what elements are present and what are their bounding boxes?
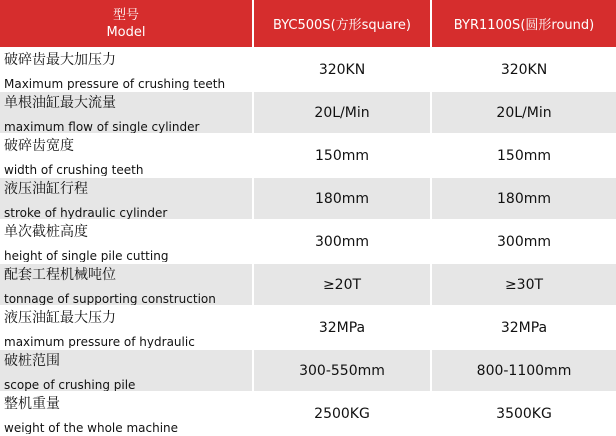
row-label-zh: 液压油缸行程 (4, 181, 88, 197)
table-row (0, 135, 616, 178)
row-label (0, 264, 254, 307)
row-value-byr1100s: 20L/Min (432, 92, 616, 135)
table-row (0, 307, 616, 350)
table-row (0, 264, 616, 307)
table-row (0, 350, 616, 393)
row-value-byr1100s: 180mm (432, 178, 616, 221)
table-row (0, 49, 616, 92)
row-label-zh: 破桩范围 (4, 353, 60, 369)
header-model-en: Model (106, 24, 146, 40)
row-label (0, 135, 254, 178)
row-value-byr1100s: 800-1100mm (432, 350, 616, 393)
row-label-en: maximum pressure of hydraulic (4, 335, 195, 349)
row-value-byr1100s: 300mm (432, 221, 616, 264)
row-label-en: width of crushing teeth (4, 163, 144, 177)
row-label-en: weight of the whole machine (4, 421, 179, 435)
row-label (0, 92, 254, 135)
row-value-byr1100s: 320KN (432, 49, 616, 92)
row-label (0, 221, 254, 264)
row-label (0, 49, 254, 92)
row-label (0, 178, 254, 221)
row-value-byr1100s: 150mm (432, 135, 616, 178)
row-label (0, 307, 254, 350)
row-label-en: tonnage of supporting construction (4, 292, 216, 306)
table-row (0, 393, 616, 436)
header-model-zh: 型号 (112, 7, 139, 23)
row-label (0, 393, 254, 436)
row-label-zh: 破碎齿最大加压力 (4, 52, 116, 68)
row-value-byc500s: 150mm (254, 135, 432, 178)
row-value-byc500s: 300-550mm (254, 350, 432, 393)
header-col-byr1100s: BYR1100S(圆形round) (432, 0, 616, 49)
row-value-byr1100s: 32MPa (432, 307, 616, 350)
row-label-zh: 整机重量 (4, 396, 60, 412)
row-value-byc500s: 20L/Min (254, 92, 432, 135)
row-value-byc500s: 320KN (254, 49, 432, 92)
row-label (0, 350, 254, 393)
row-value-byr1100s: ≥30T (432, 264, 616, 307)
row-label-zh: 配套工程机械吨位 (4, 267, 116, 283)
row-label-zh: 液压油缸最大压力 (4, 310, 116, 326)
row-value-byc500s: 300mm (254, 221, 432, 264)
row-label-en: maximum flow of single cylinder (4, 120, 200, 134)
row-label-en: Maximum pressure of crushing teeth (4, 77, 226, 91)
row-value-byr1100s: 3500KG (432, 393, 616, 436)
row-value-byc500s: 32MPa (254, 307, 432, 350)
header-col-byc500s: BYC500S(方形square) (254, 0, 432, 49)
table-row (0, 178, 616, 221)
row-label-zh: 单次截桩高度 (4, 224, 88, 240)
row-label-en: height of single pile cutting (4, 249, 169, 263)
row-label-zh: 破碎齿宽度 (4, 138, 74, 154)
table-row (0, 92, 616, 135)
row-value-byc500s: 2500KG (254, 393, 432, 436)
header-model-cell (0, 0, 254, 49)
row-label-en: stroke of hydraulic cylinder (4, 206, 168, 220)
row-label-zh: 单根油缸最大流量 (4, 95, 116, 111)
row-value-byc500s: 180mm (254, 178, 432, 221)
row-value-byc500s: ≥20T (254, 264, 432, 307)
table-row (0, 221, 616, 264)
table-header-row (0, 0, 616, 49)
row-label-en: scope of crushing pile (4, 378, 136, 392)
